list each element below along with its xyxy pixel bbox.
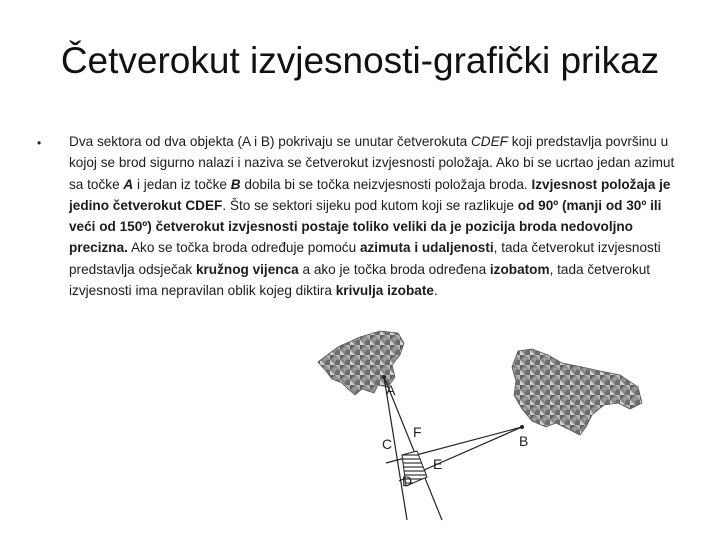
paragraph-run: četverokut izvjesnosti položaja <box>305 155 490 171</box>
label-f: F <box>413 424 422 440</box>
paragraph-run: Dva sektora od dva objekta (A i B) pokrivaju se unutar četverokuta <box>69 134 471 149</box>
sector-line-a-2 <box>384 377 442 520</box>
paragraph-run: od 90º (manji od 30º ili veći od 150º) četverokut izvjesnosti postaje toliko veliki da je pozicija broda nedovoljno precizna. <box>69 197 662 256</box>
paragraph-run: . Ako bi se ucrtao jedan azimut sa točke <box>69 155 675 192</box>
point-b <box>520 425 524 429</box>
label-e: E <box>433 456 443 472</box>
paragraph-run: Ako se točka broda određuje pomoću <box>127 240 360 256</box>
point-a <box>382 375 386 379</box>
paragraph-run: B <box>230 176 241 192</box>
paragraph-run: a ako je točka broda određena <box>298 261 490 277</box>
paragraph-run: . Što se sektori sijeku pod kutom koji se razlikuje <box>222 197 518 213</box>
paragraph-run: CDEF <box>470 134 508 149</box>
paragraph-run: A <box>123 176 134 192</box>
position-diagram <box>300 325 645 525</box>
paragraph-run: izobatom <box>489 261 550 277</box>
paragraph-run: . <box>433 283 438 299</box>
body-paragraph <box>69 131 689 301</box>
diagram-svg <box>300 325 645 525</box>
label-b: B <box>519 433 529 449</box>
paragraph-run: , tada četverokut izvjesnosti ima nepravilan oblik kojeg diktira <box>69 261 651 299</box>
bullet-marker: • <box>37 136 42 150</box>
label-d: D <box>402 473 413 489</box>
paragraph-run: dobila bi se točka neizvjesnosti položaja broda. <box>240 176 532 192</box>
label-a: A <box>386 382 396 398</box>
paragraph-run: , tada četverokut izvjesnosti predstavlja odsječak <box>69 240 661 277</box>
slide-title: Četverokut izvjesnosti-grafički prikaz <box>60 40 660 81</box>
paragraph-run: azimuta i udaljenosti <box>359 240 494 256</box>
paragraph-run: kružnog vijenca <box>195 261 299 277</box>
label-c: C <box>382 436 393 452</box>
land-right <box>512 349 642 435</box>
paragraph-run: krivulja izobate <box>335 283 434 299</box>
paragraph-run: Izvjesnost položaja je jedino četverokut CDEF <box>69 176 671 213</box>
paragraph-run: koji predstavlja površinu u kojoj se brod sigurno nalazi i naziva se <box>69 134 669 171</box>
paragraph-run: i jedan iz točke <box>133 176 231 192</box>
